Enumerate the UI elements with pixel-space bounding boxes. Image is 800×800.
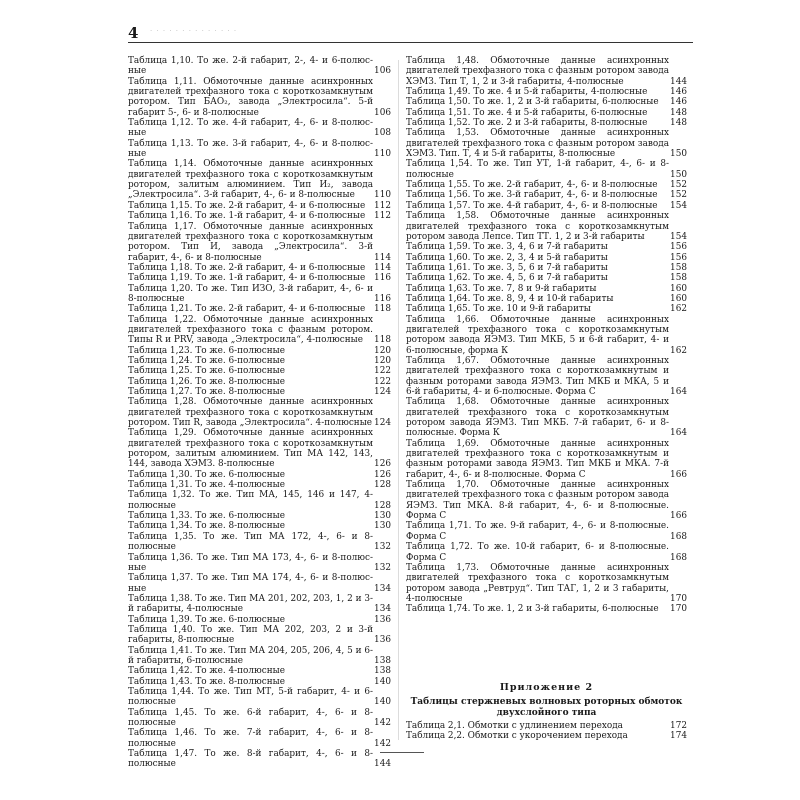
toc-entry-page: 156 [670,242,687,253]
toc-entry-title: Таблица 1,44. То же. Тип МТ, 5-й габарит, 4- и 6-полюсные [128,686,373,708]
toc-entry-title: Таблица 1,57. То же. 4-й габарит, 4-, 6- и 8-полюсные [406,200,658,211]
toc-entry [406,294,687,304]
toc-entry [128,728,391,749]
toc-entry-title: Таблица 1,42. То же. 4-полюсные [128,666,285,677]
toc-entry-title: Таблица 1,41. То же. Тип МА 204, 205, 206, 4, 5 и 6-й габариты, 6-полюсные [128,645,373,666]
toc-entry [128,159,391,200]
toc-entry-page: 136 [374,614,391,625]
page-number: 4 [128,24,139,42]
toc-entry-page: 170 [670,593,687,604]
toc-entry-page: 154 [670,200,687,211]
toc-entry-title: Таблица 1,39. То же. 6-полюсные [128,614,285,625]
toc-entry-page: 166 [670,511,687,522]
toc-right-column [406,56,687,615]
toc-entry-page: 106 [374,66,391,77]
toc-entry [406,273,687,283]
toc-entry-title: Таблица 1,35. То же. Тип МА 172, 4-, 6- и 8-полюсные [128,531,373,553]
toc-entry [128,139,391,160]
toc-entry-title: Таблица 2,1. Обмотки с удлинением перехода [406,721,623,731]
toc-entry-title: Таблица 1,30. То же. 6-полюсные [128,469,285,480]
toc-entry [128,118,391,139]
toc-entry [128,366,391,376]
toc-entry-title: Таблица 1,34. То же. 8-полюсные [128,521,285,532]
toc-entry-title: Таблица 1,67. Обмоточные данные асинхронных двигателей трехфазного тока с короткозамкнутым и фазным роторами завода ЯЭМЗ. Тип МКБ и МКА, 5 и 6-й габариты, 4- и 6-полюсные. Форма С [406,355,669,397]
toc-entry [406,304,687,314]
toc-entry-page: 126 [374,459,391,470]
toc-entry-title: Таблица 1,60. То же. 2, 3, 4 и 5-й габариты [406,252,608,263]
toc-entry [128,428,391,469]
toc-entry [128,387,391,397]
toc-entry-page: 146 [670,97,687,108]
toc-entry-page: 142 [374,738,391,749]
column-gutter [398,60,399,740]
toc-entry-page: 132 [374,542,391,553]
toc-entry-title: Таблица 1,59. То же. 3, 4, 6 и 7-й габариты [406,242,608,253]
toc-entry-page: 168 [670,531,687,542]
toc-entry-title: Таблица 1,63. То же. 7, 8 и 9-й габариты [406,283,597,294]
toc-entry [128,532,391,553]
toc-entry-page: 110 [374,190,391,201]
toc-entry-page: 152 [670,180,687,191]
toc-entry-page: 164 [670,428,687,439]
toc-entry-title: Таблица 1,61. То же. 3, 5, 6 и 7-й габариты [406,262,608,273]
toc-entry-title: Таблица 1,19. То же. 1-й габарит, 4- и 6-полюсные [128,273,366,284]
toc-entry [406,87,687,97]
toc-entry-page: 138 [374,655,391,666]
toc-entry-page: 158 [670,262,687,273]
toc-entry [128,397,391,428]
toc-entry-title: Таблица 1,32. То же. Тип МА, 145, 146 и 147, 4-полюсные [128,490,373,511]
toc-entry [128,56,391,77]
toc-entry-page: 110 [374,149,391,160]
toc-entry [406,56,687,87]
toc-entry-title: Таблица 1,69. Обмоточные данные асинхронных двигателей трехфазного тока с короткозамкнутым и фазным роторами завода ЯЭМЗ. Тип МКБ и МКА. 7-й габарит, 4-, 6- и 8-полюсные. Форма С [406,438,669,480]
toc-entry-page: 140 [374,676,391,687]
toc-entry-title: Таблица 1,12. То же. 4-й габарит, 4-, 6- и 8-полюсные [128,118,373,139]
toc-entry [406,397,687,438]
toc-entry-page: 148 [670,118,687,129]
toc-entry-title: Таблица 1,52. То же. 2 и 3-й габариты, 8-полюсные [406,118,648,129]
toc-entry-title: Таблица 1,70. Обмоточные данные асинхронных двигателей трехфазного тока с фазным ротором завода ЯЭМЗ. Тип МКА. 8-й габарит, 4-, 6- и 8-полюсные. Форма С [406,480,669,522]
toc-entry [406,542,687,563]
toc-entry [406,180,687,190]
toc-entry-title: Таблица 1,58. Обмоточные данные асинхронных двигателей трехфазного тока с короткозамкнутым ротором завода Лепсе. Тип ТТ. 1, 2 и 3-й габариты [406,211,669,242]
toc-entry-title: Таблица 1,25. То же. 6-полюсные [128,366,285,377]
toc-entry-title: Таблица 1,74. То же. 1, 2 и 3-й габариты, 6-полюсные [406,604,659,615]
appendix-list [406,721,687,742]
toc-entry-title: Таблица 1,65. То же. 10 и 9-й габариты [406,304,591,315]
toc-left-column [128,56,391,770]
toc-entry [128,687,391,708]
toc-entry-page: 136 [374,635,391,646]
toc-entry [128,594,391,615]
toc-entry-title: Таблица 1,62. То же. 4, 5, 6 и 7-й габариты [406,273,608,284]
toc-entry [406,118,687,128]
toc-entry [128,480,391,490]
toc-entry-page: 114 [374,252,391,263]
toc-entry-title: Таблица 1,27. То же. 8-полюсные [128,387,285,397]
toc-entry-page: 170 [670,604,687,615]
toc-entry [406,563,687,604]
toc-entry-page: 112 [374,211,391,222]
toc-entry-title: Таблица 1,33. То же. 6-полюсные [128,511,285,522]
toc-entry-title: Таблица 1,37. То же. Тип МА 174, 4-, 6- и 8-полюсные [128,573,373,594]
toc-entry-page: 152 [670,190,687,201]
toc-entry [406,315,687,356]
toc-entry-page: 148 [670,107,687,118]
toc-entry-page: 128 [374,480,391,491]
toc-entry-page: 168 [670,552,687,563]
toc-entry [128,511,391,521]
toc-entry [406,480,687,521]
toc-entry [406,439,687,480]
toc-entry-title: Таблица 1,21. То же. 2-й габарит, 4- и 6-полюсные [128,304,366,315]
toc-entry-page: 116 [374,293,391,304]
toc-entry-page: 108 [374,128,391,139]
toc-entry-title: Таблица 1,13. То же. 3-й габарит, 4-, 6- и 8-полюсные [128,138,373,160]
toc-entry-title: Таблица 1,71. То же. 9-й габарит, 4-, 6- и 8-полюсные. Форма С [406,521,669,542]
toc-entry-title: Таблица 1,50. То же. 1, 2 и 3-й габариты, 6-полюсные [406,97,659,108]
toc-entry [128,315,391,346]
toc-entry-page: 134 [374,583,391,594]
toc-entry-title: Таблица 1,28. Обмоточные данные асинхронных двигателей трехфазного тока с короткозамкнутым ротором. Тип R, завода „Электросила“. 4-полюсные [128,397,373,429]
toc-entry-title: Таблица 1,40. То же. Тип МА 202, 203, 2 и 3-й габариты, 8-полюсные [128,624,373,646]
toc-entry [406,201,687,211]
toc-entry-page: 130 [374,511,391,522]
toc-entry [128,749,391,770]
toc-entry-page: 166 [670,469,687,480]
toc-entry [128,377,391,387]
toc-entry [406,284,687,294]
toc-entry-title: Таблица 1,45. То же. 6-й габарит, 4-, 6- и 8-полюсные [128,707,373,728]
toc-entry [128,470,391,480]
toc-entry [128,346,391,356]
toc-entry-page: 122 [374,376,391,387]
toc-entry-page: 144 [670,76,687,87]
toc-entry [128,625,391,646]
toc-entry [406,263,687,273]
toc-entry [128,211,391,221]
toc-entry-title: Таблица 1,15. То же. 2-й габарит, 4- и 6-полюсные [128,200,366,211]
toc-entry [128,573,391,594]
toc-entry-page: 116 [374,273,391,284]
toc-entry-title: Таблица 1,17. Обмоточные данные асинхронных двигателей трехфазного тока с короткозамкнутым ротором. Тип И, завода „Электросила“. 3-й габарит, 4-, 6- и 8-полюсные [128,221,373,263]
toc-entry [406,128,687,159]
toc-entry-page: 142 [374,718,391,728]
appendix-title: Приложение 2 [499,682,594,693]
toc-entry [128,708,391,729]
toc-entry-title: Таблица 1,53. Обмоточные данные асинхронных двигателей трехфазного тока с фазным ротором завода ХЭМЗ. Тип. Т, 4 и 5-й габариты, 8-полюсные [406,128,669,160]
toc-entry-title: Таблица 1,73. Обмоточные данные асинхронных двигателей трехфазного тока с короткозамкнутым ротором завода „Ревтруд“. Тип ТАГ, 1, 2 и 3 габариты, 4-полюсные [406,562,669,604]
toc-entry [406,159,687,180]
toc-entry-title: Таблица 1,38. То же. Тип МА 201, 202, 203, 1, 2 и 3-й габариты, 4-полюсные [128,593,373,615]
toc-entry [406,356,687,397]
toc-entry-title: Таблица 1,22. Обмоточные данные асинхронных двигателей трехфазного тока с фазным ротором. Типы R и PRV, завода „Электросила“, 4-полюсные [128,314,373,346]
toc-entry [128,284,391,305]
toc-entry-page: 162 [670,345,687,356]
toc-entry-page: 144 [374,759,391,770]
toc-entry [128,521,391,531]
toc-entry [128,646,391,667]
toc-entry-page: 146 [670,87,687,98]
toc-entry-title: Таблица 1,43. То же. 8-полюсные [128,676,285,687]
toc-entry-title: Таблица 1,49. То же. 4 и 5-й габариты, 4-полюсные [406,87,648,98]
toc-entry-page: 122 [374,366,391,377]
toc-entry [406,190,687,200]
toc-entry-title: Таблица 1,14. Обмоточные данные асинхронных двигателей трехфазного тока с короткозамкнутым ротором, залитым алюминием. Тип И₂, завода „Электросила“. 3-й габарит, 4-, 6- и 8-полюсные [128,159,373,201]
toc-entry [406,604,687,614]
toc-entry-title: Таблица 1,54. То же. Тип УТ, 1-й габарит, 4-, 6- и 8-полюсные [406,159,669,180]
toc-entry-page: 164 [670,387,687,397]
toc-entry-page: 118 [374,304,391,315]
toc-entry-title: Таблица 1,31. То же. 4-полюсные [128,480,285,491]
toc-entry-page: 124 [374,418,391,429]
toc-entry-page: 120 [374,355,391,366]
toc-entry-page: 174 [670,731,687,742]
toc-entry [406,253,687,263]
toc-entry [128,77,391,118]
toc-entry [406,108,687,118]
toc-entry-title: Таблица 1,26. То же. 8-полюсные [128,376,285,387]
toc-entry-page: 156 [670,252,687,263]
toc-entry-title: Таблица 1,68. Обмоточные данные асинхронных двигателей трехфазного тока с короткозамкнутым ротором завода ЯЭМЗ. Тип МКБ. 7-й габарит, 6- и 8-полюсные. Форма К [406,397,669,439]
toc-entry-title: Таблица 1,10. То же. 2-й габарит, 2-, 4- и 6-полюсные [128,56,373,77]
toc-entry [406,721,687,731]
toc-entry-page: 140 [374,697,391,708]
toc-entry-page: 162 [670,304,687,315]
toc-entry [406,731,687,741]
toc-entry-title: Таблица 1,18. То же. 2-й габарит, 4- и 6-полюсные [128,262,366,273]
toc-entry-page: 138 [374,666,391,677]
toc-entry-title: Таблица 2,2. Обмотки с укорочением перехода [406,731,628,742]
toc-entry [128,356,391,366]
toc-entry-page: 120 [374,345,391,356]
toc-entry-page: 118 [374,335,391,346]
toc-entry-title: Таблица 1,56. То же. 3-й габарит, 4-, 6- и 8-полюсные [406,190,658,201]
toc-entry-title: Таблица 1,72. То же. 10-й габарит, 6- и 8-полюсные. Форма С [406,542,669,563]
faint-running-header: · · · · · · · · · · · · · · [150,27,238,35]
toc-entry-title: Таблица 1,48. Обмоточные данные асинхронных двигателей трехфазного тока с фазным ротором завода ХЭМЗ. Тип Т, 1, 2 и 3-й габариты, 4-полюсные [406,56,669,87]
toc-entry-title: Таблица 1,47. То же. 8-й габарит, 4-, 6- и 8-полюсные [128,749,373,770]
toc-entry [128,263,391,273]
toc-entry-title: Таблица 1,64. То же. 8, 9, 4 и 10-й габариты [406,293,614,304]
toc-entry-title: Таблица 1,23. То же. 6-полюсные [128,345,285,356]
toc-entry [128,666,391,676]
toc-entry-title: Таблица 1,46. То же. 7-й габарит, 4-, 6- и 8-полюсные [128,728,373,749]
toc-entry [128,677,391,687]
toc-entry-page: 158 [670,273,687,284]
toc-entry [406,211,687,242]
toc-entry-page: 150 [670,169,687,180]
toc-entry-page: 114 [374,262,391,273]
toc-entry [128,553,391,574]
toc-entry-page: 160 [670,283,687,294]
toc-entry-title: Таблица 1,29. Обмоточные данные асинхронных двигателей трехфазного тока с короткозамкнутым ротором, залитым алюминием. Тип МА 142, 143, 144, завода ХЭМЗ. 8-полюсные [128,428,373,470]
toc-entry-title: Таблица 1,20. То же. Тип ИЗО, 3-й габарит, 4-, 6- и 8-полюсные [128,283,373,304]
toc-entry-title: Таблица 1,51. То же. 4 и 5-й габариты, 6-полюсные [406,107,648,118]
toc-entry [406,242,687,252]
toc-entry-page: 124 [374,387,391,397]
toc-entry-title: Таблица 1,66. Обмоточные данные асинхронных двигателей трехфазного тока с короткозамкнутым ротором завода ЯЭМЗ. Тип МКБ, 5 и 6-й габарит, 4- и 6-полюсные, форма К [406,314,669,356]
toc-entry-page: 130 [374,521,391,532]
toc-entry-title: Таблица 1,11. Обмоточные данные асинхронных двигателей трехфазного тока с короткозамкнутым ротором. Тип БАО₂, завода „Электросила“. 5-й габарит 5-, 6- и 8-полюсные [128,76,373,118]
toc-entry-page: 112 [374,200,391,211]
toc-entry [128,615,391,625]
toc-entry-page: 160 [670,293,687,304]
toc-entry [128,304,391,314]
toc-entry-title: Таблица 1,36. То же. Тип МА 173, 4-, 6- и 8-полюсные [128,552,373,573]
toc-entry-page: 134 [374,604,391,615]
header-rule [128,42,693,43]
toc-entry-page: 128 [374,500,391,511]
toc-entry [406,97,687,107]
toc-entry-title: Таблица 1,55. То же. 2-й габарит, 4-, 6- и 8-полюсные [406,180,658,191]
appendix-subtitle: Таблицы стержневых волновых роторных обмоток двухслойного типа [410,697,683,718]
toc-entry-page: 106 [374,107,391,118]
toc-entry-page: 154 [670,231,687,242]
toc-entry [406,521,687,542]
toc-entry-page: 150 [670,149,687,160]
toc-entry [128,222,391,263]
toc-entry [128,490,391,511]
toc-entry [128,273,391,283]
toc-entry-title: Таблица 1,16. То же. 1-й габарит, 4- и 6-полюсные [128,211,366,222]
toc-entry-title: Таблица 1,24. То же. 6-полюсные [128,355,285,366]
toc-entry-page: 132 [374,562,391,573]
toc-entry-page: 126 [374,469,391,480]
toc-entry-page: 172 [670,721,687,731]
toc-entry [128,201,391,211]
bottom-rule [380,752,424,753]
